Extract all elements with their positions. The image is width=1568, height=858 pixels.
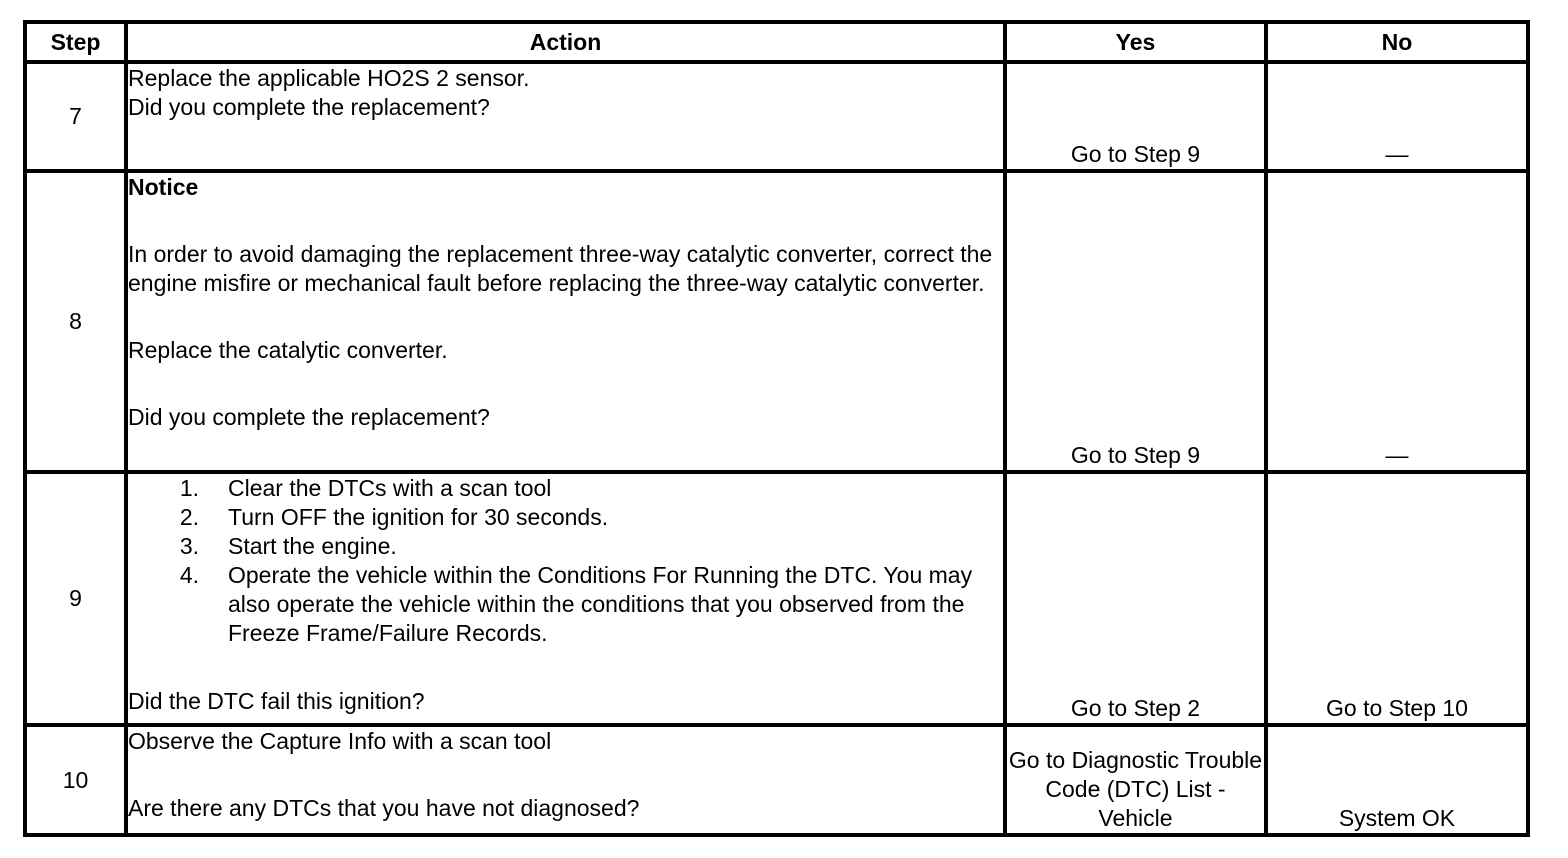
- step-number: 8: [25, 171, 126, 472]
- action-question: Did the DTC fail this ignition?: [128, 688, 425, 714]
- yes-result: Go to Step 9: [1005, 62, 1266, 171]
- step-number: 9: [25, 472, 126, 725]
- yes-result: Go to Step 9: [1005, 171, 1266, 472]
- list-item-text: Start the engine.: [228, 533, 397, 559]
- action-instruction: Replace the applicable HO2S 2 sensor.: [128, 65, 530, 91]
- list-item-number: 4.: [179, 562, 199, 588]
- no-result: Go to Step 10: [1266, 472, 1528, 725]
- list-item: [128, 561, 1003, 648]
- action-cell: [126, 725, 1005, 835]
- list-item-number: 3.: [179, 533, 199, 559]
- list-item-text: Clear the DTCs with a scan tool: [228, 475, 552, 501]
- list-item: [128, 503, 1003, 532]
- header-yes: Yes: [1005, 22, 1266, 62]
- table-row: [25, 472, 1528, 725]
- header-no: No: [1266, 22, 1528, 62]
- notice-text: In order to avoid damaging the replacement three-way catalytic converter, correct the engine misfire or mechanical fault before replacing the three-way catalytic converter.: [128, 241, 993, 296]
- action-cell: [126, 472, 1005, 725]
- list-item-number: 1.: [179, 475, 199, 501]
- notice-title: Notice: [128, 174, 199, 200]
- procedure-list: [128, 474, 1003, 648]
- table-row: [25, 725, 1528, 835]
- list-item-text: Operate the vehicle within the Conditions For Running the DTC. You may also operate the vehicle within the conditions that you observed from the Freeze Frame/Failure Records.: [228, 562, 973, 646]
- header-action: Action: [126, 22, 1005, 62]
- table-row: [25, 62, 1528, 171]
- list-item: [128, 532, 1003, 561]
- yes-result: Go to Diagnostic Trouble Code (DTC) List - Vehicle: [1005, 725, 1266, 835]
- header-row: [25, 22, 1528, 62]
- header-step: Step: [25, 22, 126, 62]
- step-number: 7: [25, 62, 126, 171]
- action-question: Did you complete the replacement?: [128, 404, 490, 430]
- action-question: Did you complete the replacement?: [128, 94, 490, 120]
- action-cell: [126, 171, 1005, 472]
- diagnostic-table: [23, 20, 1530, 837]
- action-question: Are there any DTCs that you have not diagnosed?: [128, 795, 640, 821]
- no-result: —: [1266, 62, 1528, 171]
- action-cell: [126, 62, 1005, 171]
- step-number: 10: [25, 725, 126, 835]
- list-item-number: 2.: [179, 504, 199, 530]
- action-instruction: Observe the Capture Info with a scan tool: [128, 728, 552, 754]
- action-instruction: Replace the catalytic converter.: [128, 337, 448, 363]
- list-item: [128, 474, 1003, 503]
- no-result: System OK: [1266, 725, 1528, 835]
- yes-result: Go to Step 2: [1005, 472, 1266, 725]
- table-row: [25, 171, 1528, 472]
- list-item-text: Turn OFF the ignition for 30 seconds.: [228, 504, 609, 530]
- no-result: —: [1266, 171, 1528, 472]
